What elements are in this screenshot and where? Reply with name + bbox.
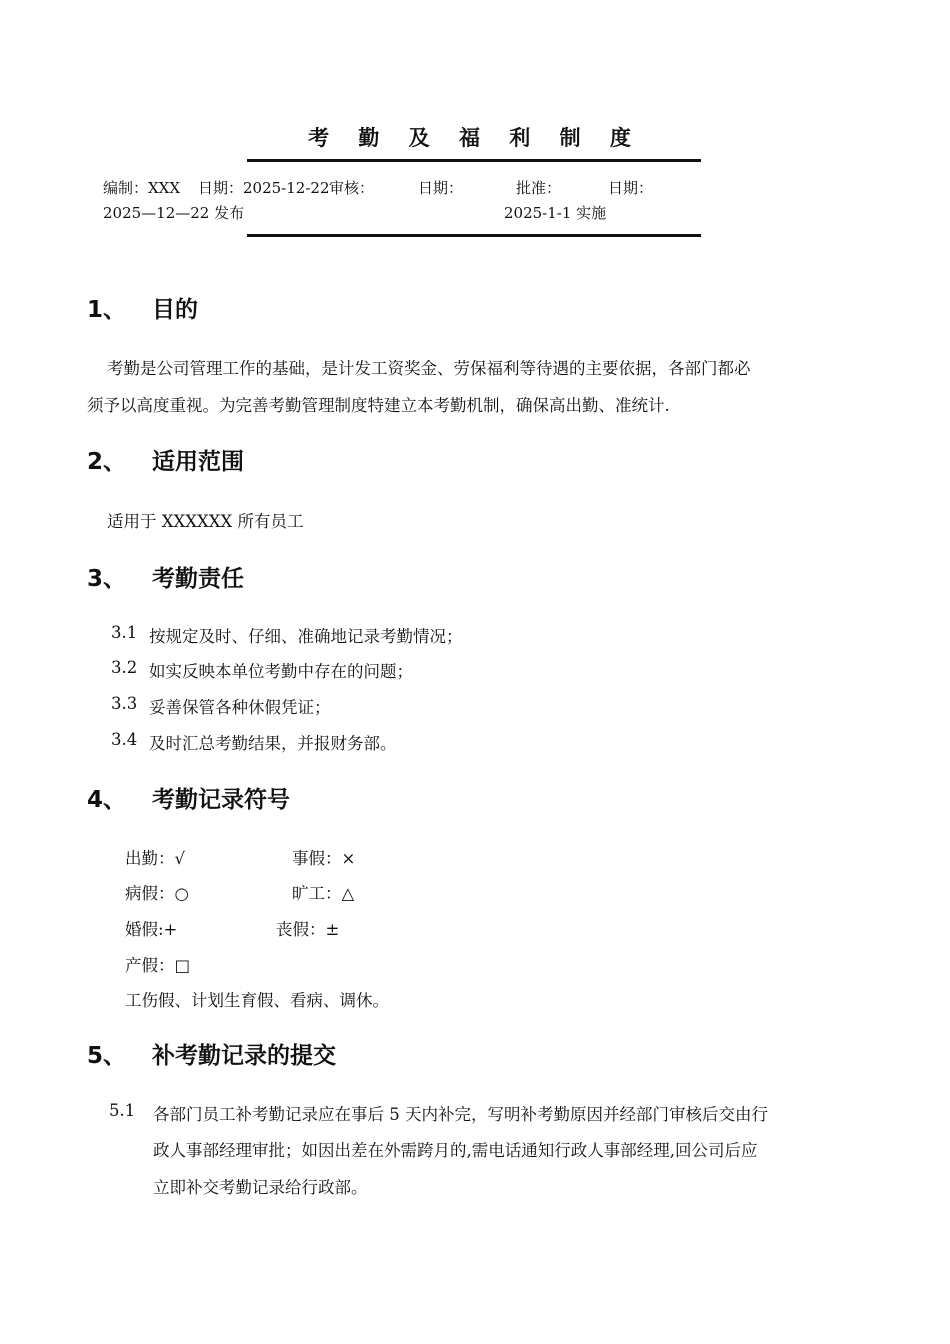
section-number: 2、 (87, 449, 127, 475)
section-heading: 考勤责任 (152, 566, 244, 592)
list-item-number: 3.2 (111, 658, 138, 677)
paragraph: 适用于 XXXXXX 所有员工 (107, 512, 304, 531)
paragraph-line: 政人事部经理审批；如因出差在外需跨月的,需电话通知行政人事部经理,回公司后应 (153, 1141, 758, 1160)
meta-publish: 2025—12—22 发布 (103, 204, 245, 222)
symbol-sick-leave: 病假：○ (125, 884, 189, 903)
section-heading: 补考勤记录的提交 (152, 1043, 336, 1069)
symbol-funeral-leave: 丧假：± (276, 920, 340, 939)
section-number: 1、 (87, 297, 127, 323)
paragraph-line: 考勤是公司管理工作的基础，是计发工资奖金、劳保福利等待遇的主要依据，各部门都必 (107, 359, 751, 378)
list-item: 及时汇总考勤结果，并报财务部。 (149, 734, 397, 753)
list-item: 如实反映本单位考勤中存在的问题； (149, 662, 413, 681)
paragraph-line: 须予以高度重视。为完善考勤管理制度特建立本考勤机制，确保高出勤、准统计. (87, 396, 670, 415)
list-item-number: 3.3 (111, 694, 138, 713)
symbol-personal-leave: 事假：× (292, 849, 356, 868)
section-heading: 目的 (152, 297, 198, 323)
list-item-number: 3.1 (111, 623, 138, 642)
symbol-absence: 旷工：△ (292, 884, 355, 903)
section-number: 5、 (87, 1043, 127, 1069)
meta-editor: 编制：XXX (103, 179, 181, 197)
meta-date: 日期：2025-12-22 (198, 179, 330, 197)
list-item-number: 3.4 (111, 730, 138, 749)
section-heading: 考勤记录符号 (152, 787, 290, 813)
symbol-maternity-leave: 产假：□ (125, 956, 191, 975)
paragraph-line: 各部门员工补考勤记录应在事后 5 天内补完，写明补考勤原因并经部门审核后交由行 (153, 1105, 768, 1124)
list-item: 按规定及时、仔细、准确地记录考勤情况； (149, 627, 463, 646)
meta-review-date: 日期： (418, 179, 464, 197)
meta-review: 审核： (329, 179, 375, 197)
title-bottom-rule (247, 234, 701, 237)
symbol-attendance: 出勤：√ (125, 849, 186, 868)
symbol-note: 工伤假、计划生育假、看病、调休。 (125, 991, 389, 1010)
meta-approve-date: 日期： (608, 179, 654, 197)
meta-approve: 批准： (516, 179, 562, 197)
section-number: 4、 (87, 787, 127, 813)
title-top-rule (247, 159, 701, 162)
meta-effective: 2025-1-1 实施 (504, 204, 607, 222)
paragraph-line: 立即补交考勤记录给行政部。 (153, 1178, 368, 1197)
list-item: 妥善保管各种休假凭证； (149, 698, 331, 717)
list-item-number: 5.1 (109, 1101, 136, 1120)
section-heading: 适用范围 (152, 449, 244, 475)
symbol-marriage-leave: 婚假:+ (125, 920, 178, 939)
document-title: 考 勤 及 福 利 制 度 (308, 126, 642, 150)
section-number: 3、 (87, 566, 127, 592)
